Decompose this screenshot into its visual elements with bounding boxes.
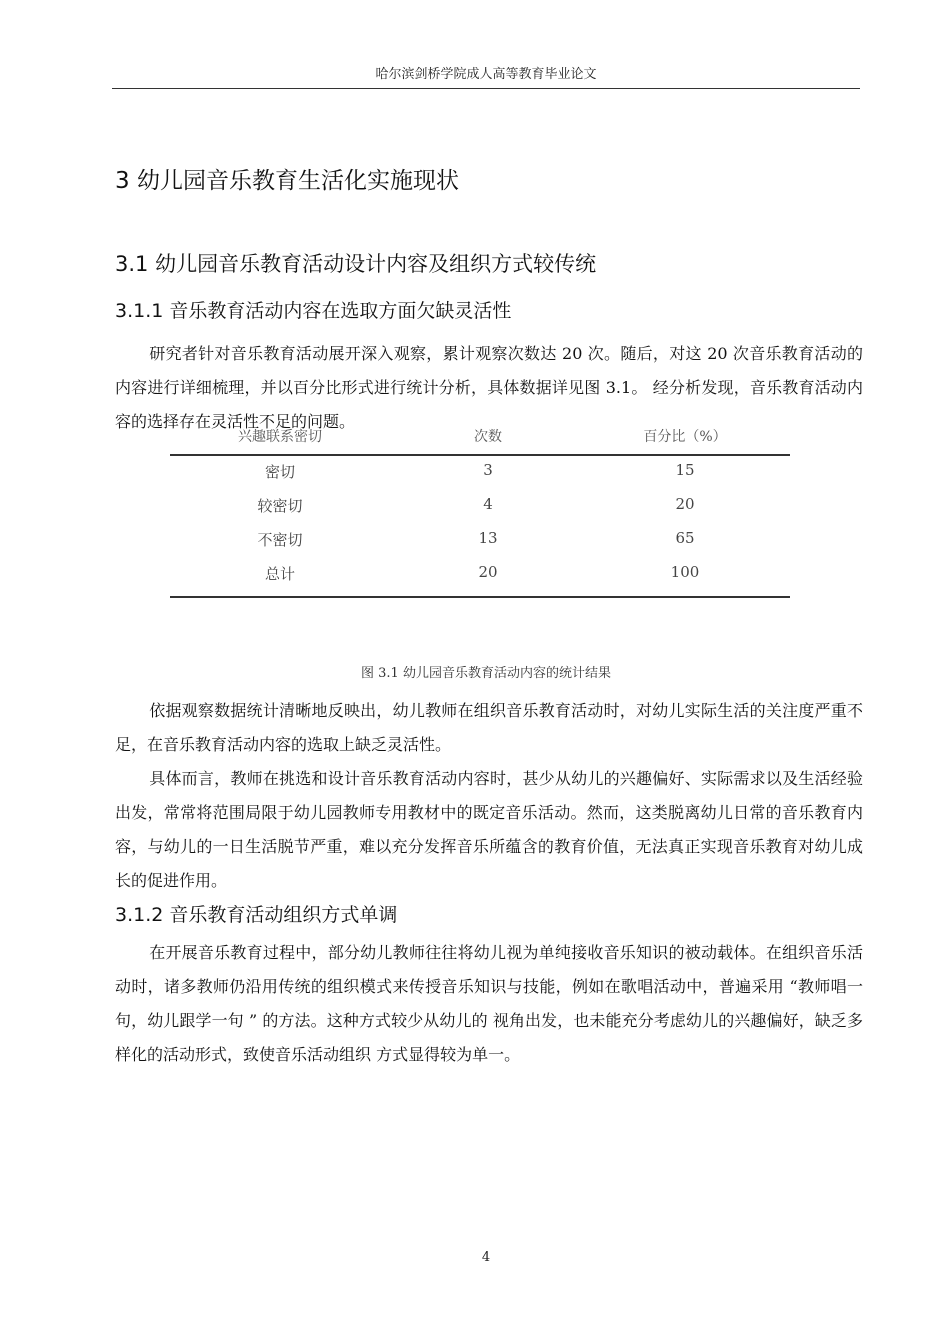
table-row bbox=[170, 522, 790, 556]
paragraph-text: 在开展音乐教育过程中，部分幼儿教师往往将幼儿视为单纯接收音乐知识的被动载体。在组织音乐活动时，诸多教师仍沿用传统的组织模式来传授音乐知识与技能，例如在歌唱活动中，普遍采用 “教师唱一句，幼儿跟学一句 ” 的方法。这种方式较少从幼儿的 视角出发，也未能充分考虑幼儿的兴趣偏好，缺乏多样化的活动形式，致使音乐活动组织 方式显得较为单一。 bbox=[115, 943, 863, 1064]
section-heading: 3 幼儿园音乐教育生活化实施现状 bbox=[115, 168, 459, 194]
table-cell: 密切 bbox=[264, 463, 295, 481]
table-cell: 65 bbox=[675, 529, 695, 547]
table-header-cell: 次数 bbox=[474, 429, 502, 445]
table-row bbox=[170, 454, 790, 488]
paragraph-text: 依据观察数据统计清晰地反映出，幼儿教师在组织音乐教育活动时，对幼儿实际生活的关注度严重不足，在音乐教育活动内容的选取上缺乏灵活性。 bbox=[115, 701, 863, 754]
paragraph-3-1-2 bbox=[115, 936, 863, 1072]
table-cell: 总计 bbox=[264, 565, 295, 583]
figure-table bbox=[170, 424, 790, 590]
table-cell: 100 bbox=[670, 563, 700, 581]
paragraph-detail bbox=[115, 762, 863, 898]
table-header-row bbox=[170, 424, 790, 454]
table-cell: 较密切 bbox=[257, 497, 303, 515]
subsubsection-heading-3-1-1: 3.1.1 音乐教育活动内容在选取方面欠缺灵活性 bbox=[115, 300, 512, 322]
header-rule bbox=[112, 88, 860, 89]
table-row bbox=[170, 556, 790, 590]
paragraph-text: 研究者针对音乐教育活动展开深入观察，累计观察次数达 20 次。随后，对这 20 次音乐教育活动的内容进行详细梳理，并以百分比形式进行统计分析，具体数据详见图 3.1。 经分析发现，音乐教育活动内容的选择存在灵活性不足的问题。 bbox=[115, 344, 863, 431]
subsection-heading: 3.1 幼儿园音乐教育活动设计内容及组织方式较传统 bbox=[115, 252, 597, 276]
table-cell: 3 bbox=[483, 461, 493, 479]
table-cell: 20 bbox=[478, 563, 498, 581]
paragraph-observation bbox=[115, 694, 863, 762]
table-cell: 4 bbox=[483, 495, 493, 513]
table-header-cell: 兴趣联系密切 bbox=[238, 429, 322, 445]
table-header-cell: 百分比（%） bbox=[643, 429, 727, 445]
table-bottom-rule bbox=[170, 596, 790, 598]
table-cell: 20 bbox=[675, 495, 695, 513]
running-header: 哈尔滨剑桥学院成人高等教育毕业论文 bbox=[375, 67, 597, 82]
figure-caption: 图 3.1 幼儿园音乐教育活动内容的统计结果 bbox=[361, 666, 611, 681]
page-number: 4 bbox=[481, 1250, 491, 1265]
subsubsection-heading-3-1-2: 3.1.2 音乐教育活动组织方式单调 bbox=[115, 904, 398, 926]
table-cell: 不密切 bbox=[257, 531, 303, 549]
table-cell: 13 bbox=[478, 529, 498, 547]
table-row bbox=[170, 488, 790, 522]
table-cell: 15 bbox=[675, 461, 695, 479]
paragraph-text: 具体而言，教师在挑选和设计音乐教育活动内容时，甚少从幼儿的兴趣偏好、实际需求以及生活经验出发，常常将范围局限于幼儿园教师专用教材中的既定音乐活动。然而，这类脱离幼儿日常的音乐教育内容，与幼儿的一日生活脱节严重，难以充分发挥音乐所蕴含的教育价值，无法真正实现音乐教育对幼儿成长的促进作用。 bbox=[115, 769, 863, 890]
